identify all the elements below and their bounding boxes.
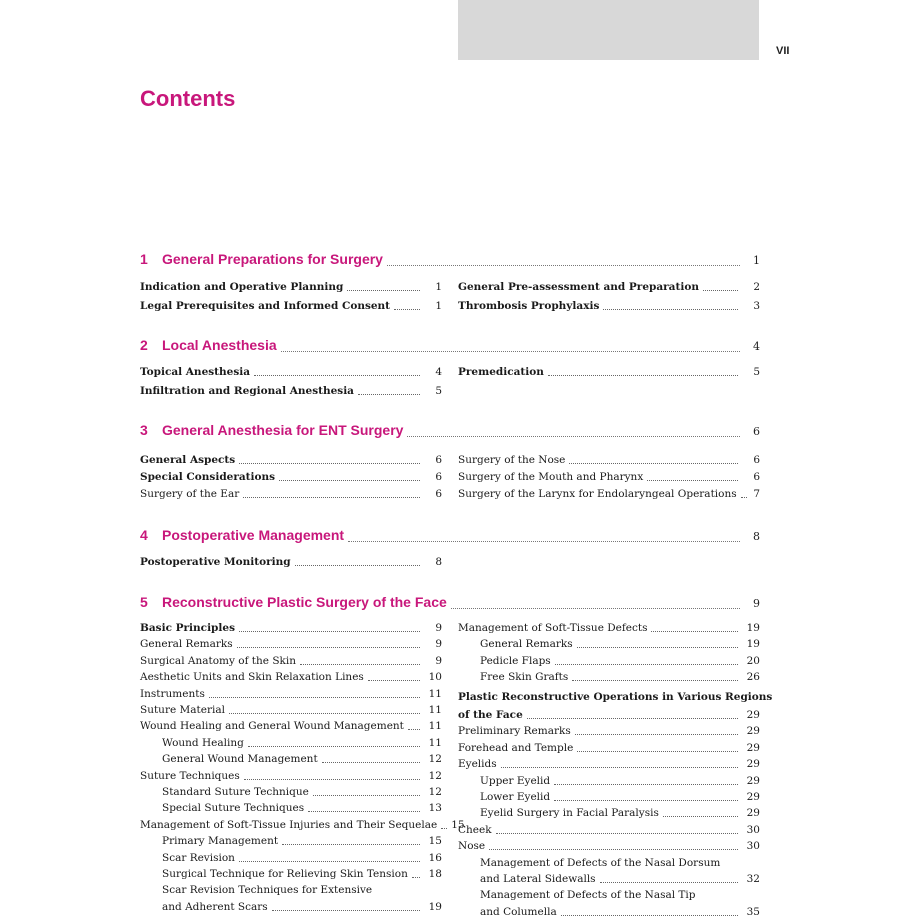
entry-page: 29 [746, 725, 760, 738]
chapter-number: 2 [140, 337, 148, 353]
toc-entry[interactable] [140, 620, 442, 636]
entry-title: Eyelids [458, 758, 497, 771]
entry-title: Postoperative Monitoring [140, 556, 291, 568]
dot-leader [308, 811, 420, 812]
chapter-title: General Preparations for Surgery [162, 251, 383, 267]
toc-entry[interactable] [140, 850, 442, 866]
chapter-title: Local Anesthesia [162, 337, 277, 353]
toc-entry[interactable] [140, 279, 442, 295]
entry-page: 29 [746, 791, 760, 803]
entry-page: 29 [746, 774, 760, 787]
entry-page: 9 [435, 622, 442, 634]
entry-page: 26 [746, 671, 760, 684]
entry-page: 19 [428, 900, 442, 913]
dot-leader [577, 647, 738, 648]
entry-page: 11 [428, 720, 442, 733]
dot-leader [663, 816, 738, 817]
dot-leader [647, 480, 738, 481]
chapter-page: 4 [753, 340, 760, 353]
toc-entry[interactable] [140, 554, 442, 570]
entry-title: of the Face [458, 709, 523, 721]
chapter-number: 1 [140, 251, 148, 267]
entry-title: Primary Management [162, 835, 279, 848]
toc-entry[interactable] [140, 452, 442, 468]
entry-title: Management of Defects of the Nasal Tip [480, 889, 696, 902]
chapter-number: 4 [140, 527, 148, 543]
dot-leader [387, 265, 740, 266]
toc-entry[interactable] [140, 686, 442, 702]
entry-page: 11 [428, 736, 442, 749]
dot-leader [394, 309, 420, 310]
toc-entry[interactable] [140, 718, 442, 734]
entry-page: 6 [435, 471, 442, 483]
entry-page: 8 [435, 556, 442, 568]
entry-title: Wound Healing and General Wound Management [140, 720, 404, 733]
entry-page: 35 [746, 905, 760, 918]
toc-entry[interactable] [458, 773, 760, 789]
toc-entry[interactable] [458, 904, 760, 920]
entry-title: Thrombosis Prophylaxis [458, 300, 600, 312]
dot-leader [603, 309, 738, 310]
chapter-heading[interactable] [140, 527, 760, 547]
dot-leader [703, 290, 738, 291]
entry-page: 12 [428, 786, 442, 798]
entry-title: Special Considerations [140, 471, 276, 483]
dot-leader [239, 861, 420, 862]
entry-title: and Lateral Sidewalls [480, 873, 596, 885]
toc-entry[interactable] [458, 822, 760, 838]
toc-entry[interactable] [140, 800, 442, 816]
entry-title: Aesthetic Units and Skin Relaxation Lines [140, 671, 364, 684]
toc-entry[interactable] [140, 669, 442, 685]
entry-title: and Adherent Scars [162, 900, 268, 913]
entry-title: Infiltration and Regional Anesthesia [140, 385, 354, 397]
chapter-heading[interactable] [140, 422, 760, 442]
entry-page: 5 [753, 366, 760, 378]
entry-title: General Pre-assessment and Preparation [458, 281, 699, 293]
entry-page: 30 [746, 823, 760, 836]
dot-leader [348, 541, 740, 542]
chapter-title: Postoperative Management [162, 527, 345, 543]
dot-leader [651, 631, 738, 632]
entry-page: 15 [428, 835, 442, 848]
chapter-page: 6 [753, 425, 760, 438]
chapter-page: 1 [753, 254, 760, 267]
dot-leader [569, 463, 738, 464]
toc-entry[interactable] [140, 882, 442, 898]
dot-leader [244, 779, 420, 780]
entry-page: 13 [428, 802, 442, 815]
entry-page: 1 [435, 281, 442, 293]
toc-entry[interactable] [458, 707, 760, 723]
entry-page: 5 [435, 385, 442, 397]
entry-title: and Columella [480, 905, 557, 918]
chapter-heading[interactable] [140, 594, 760, 614]
chapter-page: 8 [753, 530, 760, 543]
dot-leader [527, 718, 738, 719]
entry-page: 12 [428, 753, 442, 766]
entry-page: 6 [435, 488, 442, 500]
entry-title: Special Suture Techniques [162, 802, 305, 815]
dot-leader [229, 713, 420, 714]
dot-leader [408, 729, 420, 730]
entry-page: 29 [746, 758, 760, 771]
chapter-heading[interactable] [140, 251, 760, 271]
toc-entry[interactable] [140, 768, 442, 784]
entry-title: Cheek [458, 823, 492, 836]
dot-leader [554, 800, 738, 801]
toc-entry[interactable] [458, 636, 760, 652]
entry-title: Nose [458, 840, 486, 853]
dot-leader [412, 877, 420, 878]
entry-title: Surgery of the Mouth and Pharynx [458, 471, 644, 483]
dot-leader [600, 882, 738, 883]
entry-page: 29 [746, 807, 760, 820]
dot-leader [281, 351, 740, 352]
chapter-heading[interactable] [140, 337, 760, 357]
dot-leader [554, 784, 738, 785]
entry-page: 30 [746, 840, 760, 853]
toc-entry[interactable] [458, 486, 760, 502]
entry-title: Plastic Reconstructive Operations in Various Regions [458, 690, 773, 703]
entry-page: 12 [428, 769, 442, 782]
entry-title: Premedication [458, 366, 544, 378]
toc-entry[interactable] [458, 469, 760, 485]
toc-entry[interactable] [458, 838, 760, 854]
dot-leader [239, 631, 420, 632]
dot-leader [577, 751, 738, 752]
entry-title: Scar Revision Techniques for Extensive [162, 884, 373, 897]
dot-leader [451, 608, 740, 609]
entry-page: 15 [451, 818, 465, 831]
toc-entry[interactable] [458, 855, 760, 871]
toc-entry[interactable] [458, 723, 760, 739]
dot-leader [496, 833, 738, 834]
entry-page: 6 [753, 454, 760, 466]
dot-leader [254, 375, 420, 376]
entry-title: Surgery of the Ear [140, 488, 240, 500]
toc-entry[interactable] [458, 279, 760, 295]
dot-leader [407, 436, 740, 437]
dot-leader [313, 795, 420, 796]
dot-leader [368, 680, 420, 681]
dot-leader [572, 680, 738, 681]
dot-leader [489, 849, 738, 850]
page-title: Contents [140, 86, 236, 111]
page-number: VII [776, 45, 790, 57]
toc-entry[interactable] [458, 789, 760, 805]
toc-entry[interactable] [140, 469, 442, 485]
dot-leader [575, 734, 738, 735]
entry-title: Management of Defects of the Nasal Dorsum [480, 856, 721, 869]
toc-entry[interactable] [140, 735, 442, 751]
entry-page: 16 [428, 851, 442, 864]
toc-entry[interactable] [458, 805, 760, 821]
entry-page: 6 [435, 454, 442, 466]
dot-leader [239, 463, 420, 464]
entry-page: 29 [746, 741, 760, 754]
dot-leader [272, 910, 420, 911]
entry-title: General Aspects [140, 454, 236, 466]
toc-entry[interactable] [140, 866, 442, 882]
toc-entry[interactable] [140, 784, 442, 800]
chapter-page: 9 [753, 597, 760, 610]
toc-entry[interactable] [140, 383, 442, 399]
entry-title: Surgical Technique for Relieving Skin Tension [162, 868, 408, 880]
entry-page: 10 [428, 671, 442, 684]
entry-page: 18 [428, 868, 442, 880]
entry-title: Upper Eyelid [480, 774, 551, 787]
entry-page: 7 [753, 488, 760, 500]
entry-title: Preliminary Remarks [458, 725, 571, 738]
dot-leader [501, 767, 738, 768]
entry-title: Topical Anesthesia [140, 366, 251, 378]
entry-page: 19 [746, 638, 760, 651]
toc-entry[interactable] [140, 751, 442, 767]
toc-entry[interactable] [458, 452, 760, 468]
dot-leader [209, 697, 420, 698]
header-bar [458, 0, 759, 60]
toc-entry[interactable] [140, 702, 442, 718]
entry-title: Legal Prerequisites and Informed Consent [140, 300, 391, 312]
entry-page: 9 [435, 638, 442, 651]
entry-title: Pedicle Flaps [480, 654, 551, 667]
toc-entry[interactable] [458, 669, 760, 685]
entry-page: 3 [753, 300, 760, 312]
toc-entry[interactable] [458, 756, 760, 772]
entry-title: General Wound Management [162, 753, 318, 766]
entry-title: Wound Healing [162, 736, 244, 749]
toc-entry[interactable] [458, 689, 773, 705]
toc-entry[interactable] [140, 486, 442, 502]
entry-title: Standard Suture Technique [162, 786, 309, 798]
entry-page: 29 [746, 709, 760, 721]
dot-leader [282, 844, 420, 845]
toc-entry[interactable] [458, 653, 760, 669]
chapter-title: General Anesthesia for ENT Surgery [162, 422, 404, 438]
entry-title: Management of Soft-Tissue Injuries and Their Sequelae [140, 818, 438, 831]
dot-leader [243, 497, 420, 498]
chapter-number: 5 [140, 594, 148, 610]
chapter-number: 3 [140, 422, 148, 438]
entry-title: Lower Eyelid [480, 791, 551, 803]
toc-entry[interactable] [458, 620, 760, 636]
dot-leader [322, 762, 420, 763]
dot-leader [295, 565, 420, 566]
dot-leader [300, 664, 420, 665]
dot-leader [441, 828, 447, 829]
entry-title: Instruments [140, 687, 205, 700]
entry-page: 19 [746, 622, 760, 634]
entry-title: Suture Material [140, 704, 225, 716]
dot-leader [555, 664, 738, 665]
toc-entry[interactable] [458, 298, 760, 314]
entry-title: General Remarks [140, 638, 233, 651]
entry-title: Scar Revision [162, 851, 235, 864]
entry-page: 32 [746, 873, 760, 885]
entry-page: 6 [753, 471, 760, 483]
entry-title: Surgical Anatomy of the Skin [140, 654, 297, 667]
toc-entry[interactable] [140, 817, 465, 833]
entry-page: 2 [753, 281, 760, 293]
dot-leader [358, 394, 420, 395]
entry-title: Indication and Operative Planning [140, 281, 344, 293]
chapter-title: Reconstructive Plastic Surgery of the Face [162, 594, 447, 610]
entry-page: 20 [746, 654, 760, 667]
toc-entry[interactable] [140, 364, 442, 380]
entry-title: Forehead and Temple [458, 741, 574, 754]
entry-title: General Remarks [480, 638, 573, 651]
entry-page: 11 [428, 687, 442, 700]
toc-entry[interactable] [140, 833, 442, 849]
toc-entry[interactable] [458, 364, 760, 380]
dot-leader [561, 915, 738, 916]
entry-page: 4 [435, 366, 442, 378]
dot-leader [248, 746, 420, 747]
dot-leader [548, 375, 738, 376]
toc-entry[interactable] [140, 636, 442, 652]
entry-title: Eyelid Surgery in Facial Paralysis [480, 807, 659, 820]
dot-leader [741, 497, 747, 498]
entry-title: Free Skin Grafts [480, 671, 569, 684]
toc-entry[interactable] [140, 899, 442, 915]
toc-entry[interactable] [458, 887, 760, 903]
toc-entry[interactable] [140, 653, 442, 669]
toc-entry[interactable] [458, 871, 760, 887]
entry-title: Basic Principles [140, 622, 235, 634]
entry-title: Surgery of the Larynx for Endolaryngeal Operations [458, 488, 737, 500]
dot-leader [279, 480, 420, 481]
entry-title: Suture Techniques [140, 769, 240, 782]
entry-title: Surgery of the Nose [458, 454, 566, 466]
entry-page: 1 [435, 300, 442, 312]
dot-leader [347, 290, 420, 291]
toc-entry[interactable] [458, 740, 760, 756]
entry-page: 9 [435, 654, 442, 667]
entry-page: 11 [428, 704, 442, 716]
toc-entry[interactable] [140, 298, 442, 314]
dot-leader [237, 647, 420, 648]
entry-title: Management of Soft-Tissue Defects [458, 622, 648, 634]
